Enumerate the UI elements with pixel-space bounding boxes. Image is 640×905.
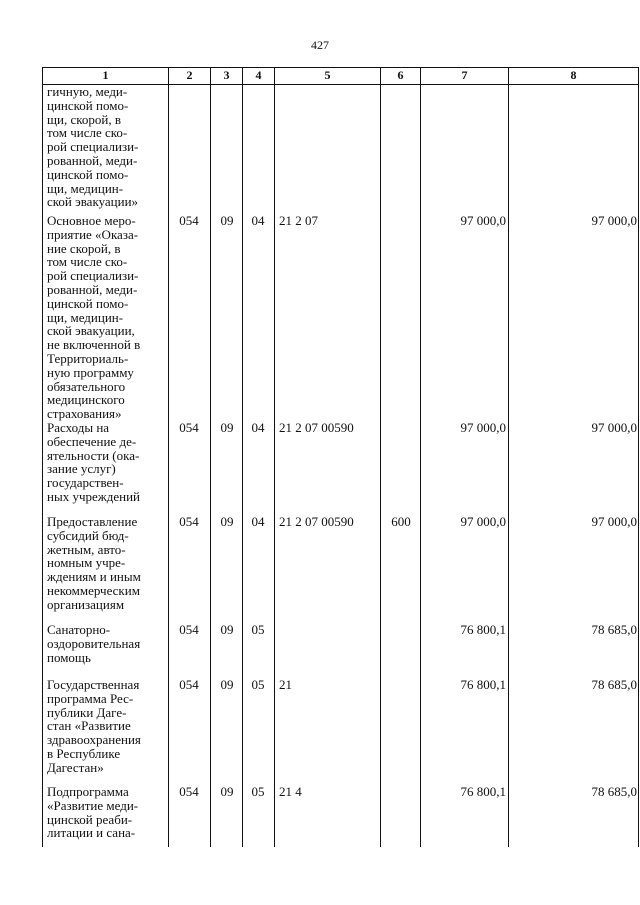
section-code: 09 — [220, 213, 234, 228]
row-name: Подпрограмма «Развитие меди- цинской реаби- литации и сана- — [47, 784, 139, 841]
column-border — [508, 67, 509, 847]
column-border — [242, 67, 243, 847]
ministry-code: 054 — [179, 622, 199, 637]
column-border — [274, 67, 275, 847]
amount-col8: 97 000,0 — [591, 213, 637, 228]
column-border — [638, 67, 639, 847]
column-border — [168, 67, 169, 847]
row-name: Основное меро- приятие «Оказа- ние скорой, в том числе ско- рой специализи- рованной, меди- цинской помо- щи, медицин- ской эвакуации, не включенной в Территориаль- ную программу обязательного медицинского страхования» — [47, 213, 141, 422]
column-border — [210, 67, 211, 847]
target-article-code: 21 4 — [279, 784, 302, 799]
row-name: Государственная программа Рес- публики Даге- стан «Развитие здравоохранения в Республике Дагестан» — [47, 677, 141, 775]
row-name: Санаторно- оздоровительная помощь — [47, 622, 141, 665]
subsection-code: 04 — [251, 420, 265, 435]
header-cell: 3 — [223, 68, 230, 82]
header-cell: 6 — [397, 68, 404, 82]
column-border — [420, 67, 421, 847]
subsection-code: 05 — [251, 622, 265, 637]
section-code: 09 — [220, 677, 234, 692]
section-code: 09 — [220, 622, 234, 637]
target-article-code: 21 2 07 00590 — [279, 420, 354, 435]
amount-col8: 78 685,0 — [591, 622, 637, 637]
ministry-code: 054 — [179, 784, 199, 799]
subsection-code: 04 — [251, 514, 265, 529]
subsection-code: 05 — [251, 677, 265, 692]
target-article-code: 21 — [279, 677, 292, 692]
target-article-code: 21 2 07 — [279, 213, 318, 228]
section-code: 09 — [220, 784, 234, 799]
expense-type-code: 600 — [391, 514, 411, 529]
ministry-code: 054 — [179, 677, 199, 692]
row-name: Предоставление субсидий бюд- жетным, авто- номным учре- ждениям и иным некоммерческим организациям — [47, 514, 141, 612]
page-number: 427 — [311, 38, 329, 52]
ministry-code: 054 — [179, 213, 199, 228]
column-border — [380, 67, 381, 847]
amount-col8: 97 000,0 — [591, 514, 637, 529]
subsection-code: 05 — [251, 784, 265, 799]
header-cell: 2 — [186, 68, 193, 82]
header-cell: 7 — [461, 68, 468, 82]
amount-col8: 97 000,0 — [591, 420, 637, 435]
ministry-code: 054 — [179, 514, 199, 529]
column-border — [42, 67, 43, 847]
section-code: 09 — [220, 420, 234, 435]
ministry-code: 054 — [179, 420, 199, 435]
subsection-code: 04 — [251, 213, 265, 228]
row-name: гичную, меди- цинской помо- щи, скорой, в том числе ско- рой специализи- рованной, меди- цинской помо- щи, медицин- ской эвакуации» — [47, 84, 139, 210]
budget-table — [42, 67, 639, 847]
header-cell: 5 — [324, 68, 331, 82]
amount-col7: 76 800,1 — [460, 677, 506, 692]
amount-col7: 97 000,0 — [460, 213, 506, 228]
section-code: 09 — [220, 514, 234, 529]
target-article-code: 21 2 07 00590 — [279, 514, 354, 529]
header-cell: 4 — [255, 68, 262, 82]
amount-col8: 78 685,0 — [591, 677, 637, 692]
amount-col7: 76 800,1 — [460, 622, 506, 637]
header-cell: 1 — [102, 68, 109, 82]
amount-col7: 97 000,0 — [460, 420, 506, 435]
table-header — [42, 67, 639, 84]
amount-col7: 97 000,0 — [460, 514, 506, 529]
header-cell: 8 — [570, 68, 577, 82]
amount-col7: 76 800,1 — [460, 784, 506, 799]
amount-col8: 78 685,0 — [591, 784, 637, 799]
row-name: Расходы на обеспечение де- ятельности (ока- зание услуг) государствен- ных учреждений — [47, 420, 140, 504]
